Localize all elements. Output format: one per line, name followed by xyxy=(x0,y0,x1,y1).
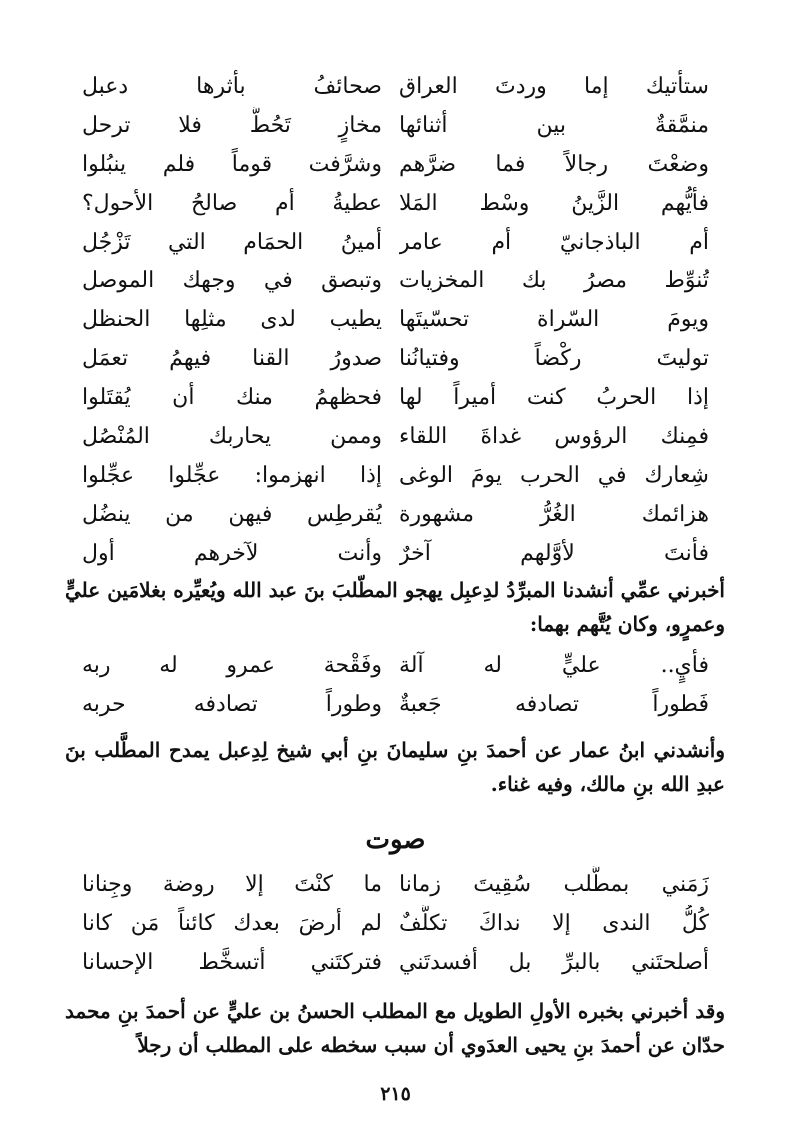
verse-first-hemistich: زَمَني بمطَّلب سُقِيتَ زمانا xyxy=(399,872,709,897)
verse-line xyxy=(0,686,791,725)
verse-first-hemistich: إذا الحربُ كنت أميراً لها xyxy=(399,385,709,411)
section-heading: صوت xyxy=(365,825,426,855)
verse-second-hemistich: لم أرضَ بعدك كائناً مَن كانا xyxy=(82,910,382,936)
verse-second-hemistich: وشرَّفت قوماً فلم ينبُلوا xyxy=(82,151,382,177)
verse-first-hemistich: وضعْتَ رجالاً فما ضرَّهم xyxy=(399,151,709,177)
verse-second-hemistich: أمينُ الحمَام التي تَزْجُل xyxy=(82,229,382,255)
verse-second-hemistich: مخازٍ تَحُطُّ فلا ترحل xyxy=(82,112,382,138)
verse-first-hemistich: فأيٍ.. عليٍّ له آلة xyxy=(399,653,709,678)
verse-first-hemistich: فَطوراً تصادفه جَعبةٌ xyxy=(399,691,709,717)
poem-block-1 xyxy=(0,68,791,574)
verse-line xyxy=(0,379,791,418)
poem-block-2 xyxy=(0,647,791,725)
verse-line xyxy=(0,224,791,263)
verse-second-hemistich: وأنت لآخرهم أول xyxy=(82,540,382,566)
verse-second-hemistich: يطيب لدى مثلِها الحنظل xyxy=(82,307,382,333)
verse-line xyxy=(0,301,791,340)
verse-first-hemistich: تُنوِّط مصرُ بك المخزيات xyxy=(399,268,709,294)
verse-second-hemistich: فتركتَني أتسخَّط الإحسانا xyxy=(82,949,382,975)
verse-first-hemistich: فأنتَ لأوَّلهم آخرٌ xyxy=(399,540,709,566)
verse-line xyxy=(0,340,791,379)
narration-paragraph-3: وقد أخبرني بخبره الأولِ الطويل مع المطلب الحسنُ بن عليٍّ عن أحمدَ بنِ محمد حدّان عن أحمدَ بنِ يحيى العدَوي أن سبب سخطه على المطلب أن رجلاً xyxy=(65,999,725,1057)
verse-first-hemistich: كُلُّ الندى إلا نداكَ تكلُّفٌ xyxy=(399,910,709,936)
verse-line xyxy=(0,107,791,146)
verse-first-hemistich: ستأتيك إما وردتَ العراق xyxy=(399,74,709,99)
verse-first-hemistich: فأيُّهم الزَّينُ وسْط المَلا xyxy=(399,190,709,216)
verse-line xyxy=(0,944,791,983)
poem-block-3 xyxy=(0,866,791,983)
verse-second-hemistich: صدورُ القنا فيهمُ تعمَل xyxy=(82,346,382,372)
verse-first-hemistich: هزائمك الغُرُّ مشهورة xyxy=(399,501,709,527)
verse-line xyxy=(0,68,791,107)
verse-second-hemistich: وتبصق في وجهك الموصل xyxy=(82,268,382,294)
verse-second-hemistich: وممن يحاربك المُنْصُل xyxy=(82,424,382,450)
verse-first-hemistich: شِعارك في الحرب يومَ الوغى xyxy=(399,462,709,488)
verse-first-hemistich: فمِنك الرؤوس غداةَ اللقاء xyxy=(399,424,709,450)
verse-second-hemistich: يُقرطِس فيهن من ينضُل xyxy=(82,501,382,527)
verse-line xyxy=(0,262,791,301)
narration-paragraph-2: وأنشدني ابنُ عمار عن أحمدَ بنِ سليمانَ بنِ أبي شيخ لِدِعبل يمدح المطَّلب بنَ عبدِ الله بنِ مالك، وفيه غناء. xyxy=(65,738,726,796)
verse-second-hemistich: عطيةُ أم صالحُ الأحول؟ xyxy=(82,190,382,216)
verse-second-hemistich: إذا انهزموا: عجِّلوا عجِّلوا xyxy=(82,462,382,488)
verse-line xyxy=(0,457,791,496)
verse-first-hemistich: منمَّقةٌ بين أثنائها xyxy=(399,112,709,138)
verse-second-hemistich: ما كنْتَ إلا روضة وجِنانا xyxy=(82,872,382,897)
verse-line xyxy=(0,866,791,905)
verse-first-hemistich: أصلحتَني بالبرِّ بل أفسدتَني xyxy=(399,949,709,975)
verse-line xyxy=(0,535,791,574)
page-number: ٢١٥ xyxy=(380,1083,411,1105)
verse-second-hemistich: وفَقْحة عمرو له ربه xyxy=(82,653,382,678)
verse-first-hemistich: توليتَ ركْضاً وفتيانُنا xyxy=(399,346,709,372)
verse-second-hemistich: فحظهمُ منك أن يُقتَلوا xyxy=(82,385,382,411)
verse-line xyxy=(0,647,791,686)
verse-second-hemistich: صحائفُ بأثرها دعبل xyxy=(82,74,382,99)
verse-line xyxy=(0,496,791,535)
verse-first-hemistich: أم الباذجانيّ أم عامر xyxy=(399,229,709,255)
verse-second-hemistich: وطوراً تصادفه حربه xyxy=(82,691,382,717)
verse-first-hemistich: ويومَ السّراة تحسّيتَها xyxy=(399,307,709,333)
verse-line xyxy=(0,418,791,457)
narration-paragraph-1: أخبرني عمِّي أنشدنا المبرِّدُ لدِعبِل يهجو المطّلبَ بنَ عبد الله ويُعيِّره بغلامَين عليٍّ وعمرٍو، وكان يُتَّهم بهما: xyxy=(65,578,725,636)
verse-line xyxy=(0,905,791,944)
verse-line xyxy=(0,185,791,224)
verse-line xyxy=(0,146,791,185)
